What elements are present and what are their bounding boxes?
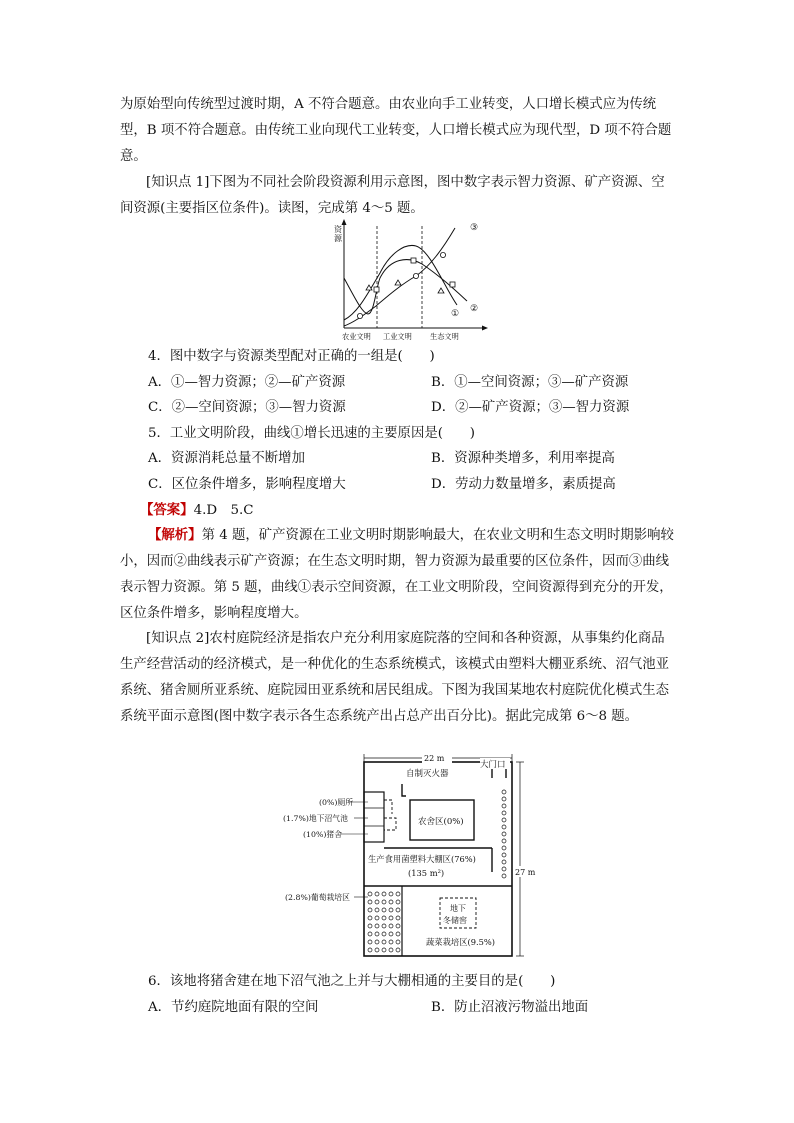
y-axis-label-1: 资 [334,225,342,234]
question-6-stem: 6．该地将猪舍建在地下沼气池之上并与大棚相通的主要目的是( ) [148,974,556,989]
question-4-option-a: A．①—智力资源；②—矿产资源 [148,375,346,390]
curve-1-marker [395,280,401,285]
answer-tag: 【答案】 [140,502,194,518]
fire-extinguisher-label: 自制灭火器 [406,769,449,779]
knowledge-point-2: [知识点 2]农村庭院经济是指农户充分利用家庭院落的空间和各种资源，从事集约化商品生产经营活动的经济模式，是一种优化的生态系统模式，该模式由塑料大棚亚系统、沼气池亚系统、猪舍厕所亚系统、庭院园田亚系统和居民组成。下图为我国某地农村庭院优化模式生态系统平面示意图(图中数字表示各生态系统产出占总产出百分比)。据此完成第 6～8 题。 [120,631,670,724]
intro-paragraph: 为原始型向传统型过渡时期，A 不符合题意。由农业向手工业转变，人口增长模式应为传统型，B 项不符合题意。由传统工业向现代工业转变，人口增长模式应为现代型，D 项不符合题意。 [120,97,672,164]
courtyard-plan-figure [282,752,552,964]
toilet-biogas-pig-block [364,792,384,842]
analysis-tag: 【解析】 [148,527,202,543]
question-6-option-b: B．防止沼液污物溢出地面 [431,1000,589,1015]
inner-wall [402,784,406,796]
curve-3-marker [357,313,362,318]
question-5-option-c: C．区位条件增多，影响程度增大 [148,477,346,492]
question-4-option-d: D．②—矿产资源；③—智力资源 [431,400,630,415]
question-5-option-d: D．劳动力数量增多，素质提高 [431,477,616,492]
height-label: 27 m [515,868,536,877]
vegetable-label: 蔬菜栽培区(9.5%) [426,937,496,947]
curve-3-marker [413,273,418,278]
question-5-option-a: A．资源消耗总量不断增加 [148,451,305,466]
toilet-label: (0%)厕所 [319,798,354,807]
analysis-paragraph [120,522,676,627]
curve-label-3: ③ [470,223,479,233]
question-5-stem: 5．工业文明阶段，曲线①增长迅速的主要原因是( ) [148,426,475,441]
answer-text: 4.D 5.C [193,503,254,518]
question-4-option-c: C．②—空间资源；③—智力资源 [148,400,346,415]
width-label: 22 m [424,754,445,763]
curve-2 [344,260,467,314]
knowledge-point-1: [知识点 1]下图为不同社会阶段资源利用示意图，图中数字表示智力资源、矿产资源、空间资源(主要指区位条件)。读图，完成第 4～5 题。 [120,175,665,216]
curve-1-marker [438,288,444,293]
question-6-option-a: A．节约庭院地面有限的空间 [148,1000,319,1015]
curve-2-marker [411,258,416,263]
question-4-stem: 4．图中数字与资源类型配对正确的一组是( ) [148,349,435,364]
resource-utilization-figure [330,218,490,342]
curve-3-marker [440,252,445,257]
answer-line [140,500,254,521]
grape-dots [368,892,400,952]
curve-1 [344,245,460,320]
farmhouse-label: 农舍区(0%) [418,817,464,827]
curve-2-marker [374,287,379,292]
greenhouse-area-label: (135 m²) [408,868,445,878]
roadside-trees [502,790,506,878]
x-tick-industry: 工业文明 [383,332,412,341]
curve-label-2: ② [470,304,479,314]
x-axis-arrow [482,326,488,331]
gate-label: 大门口 [480,760,506,770]
x-tick-ecology: 生态文明 [430,332,459,341]
y-axis-arrow [342,219,347,225]
biogas-label: (1.7%)地下沼气池 [283,814,348,823]
y-axis-label-2: 源 [334,234,342,243]
analysis-text: 第 4 题，矿产资源在工业文明时期影响最大，在农业文明和生态文明时期影响较小，因而②曲线表示矿产资源；在生态文明时期，智力资源为最重要的区位条件，因而③曲线表示智力资源。第 5 题，曲线①表示空间资源，在工业文明阶段，空间资源得到充分的开发，区位条件增多，影响程度增大。 [120,528,674,621]
greenhouse-label: 生产食用菌塑料大棚区(76%) [368,854,476,864]
pig-label: (10%)猪舍 [303,830,343,839]
biogas-pipe [384,800,396,830]
curve-label-1: ① [451,309,460,319]
question-4-option-b: B．①—空间资源；③—矿产资源 [431,375,629,390]
x-tick-agriculture: 农业文明 [342,332,371,341]
curve-3 [344,228,455,326]
cellar-label-1: 地下 [450,904,466,913]
question-5-option-b: B．资源种类增多，利用率提高 [431,451,615,466]
cellar-label-2: 冬储窖 [443,916,467,925]
curve-2-marker [450,282,455,287]
grape-label: (2.8%)葡萄栽培区 [285,893,350,902]
